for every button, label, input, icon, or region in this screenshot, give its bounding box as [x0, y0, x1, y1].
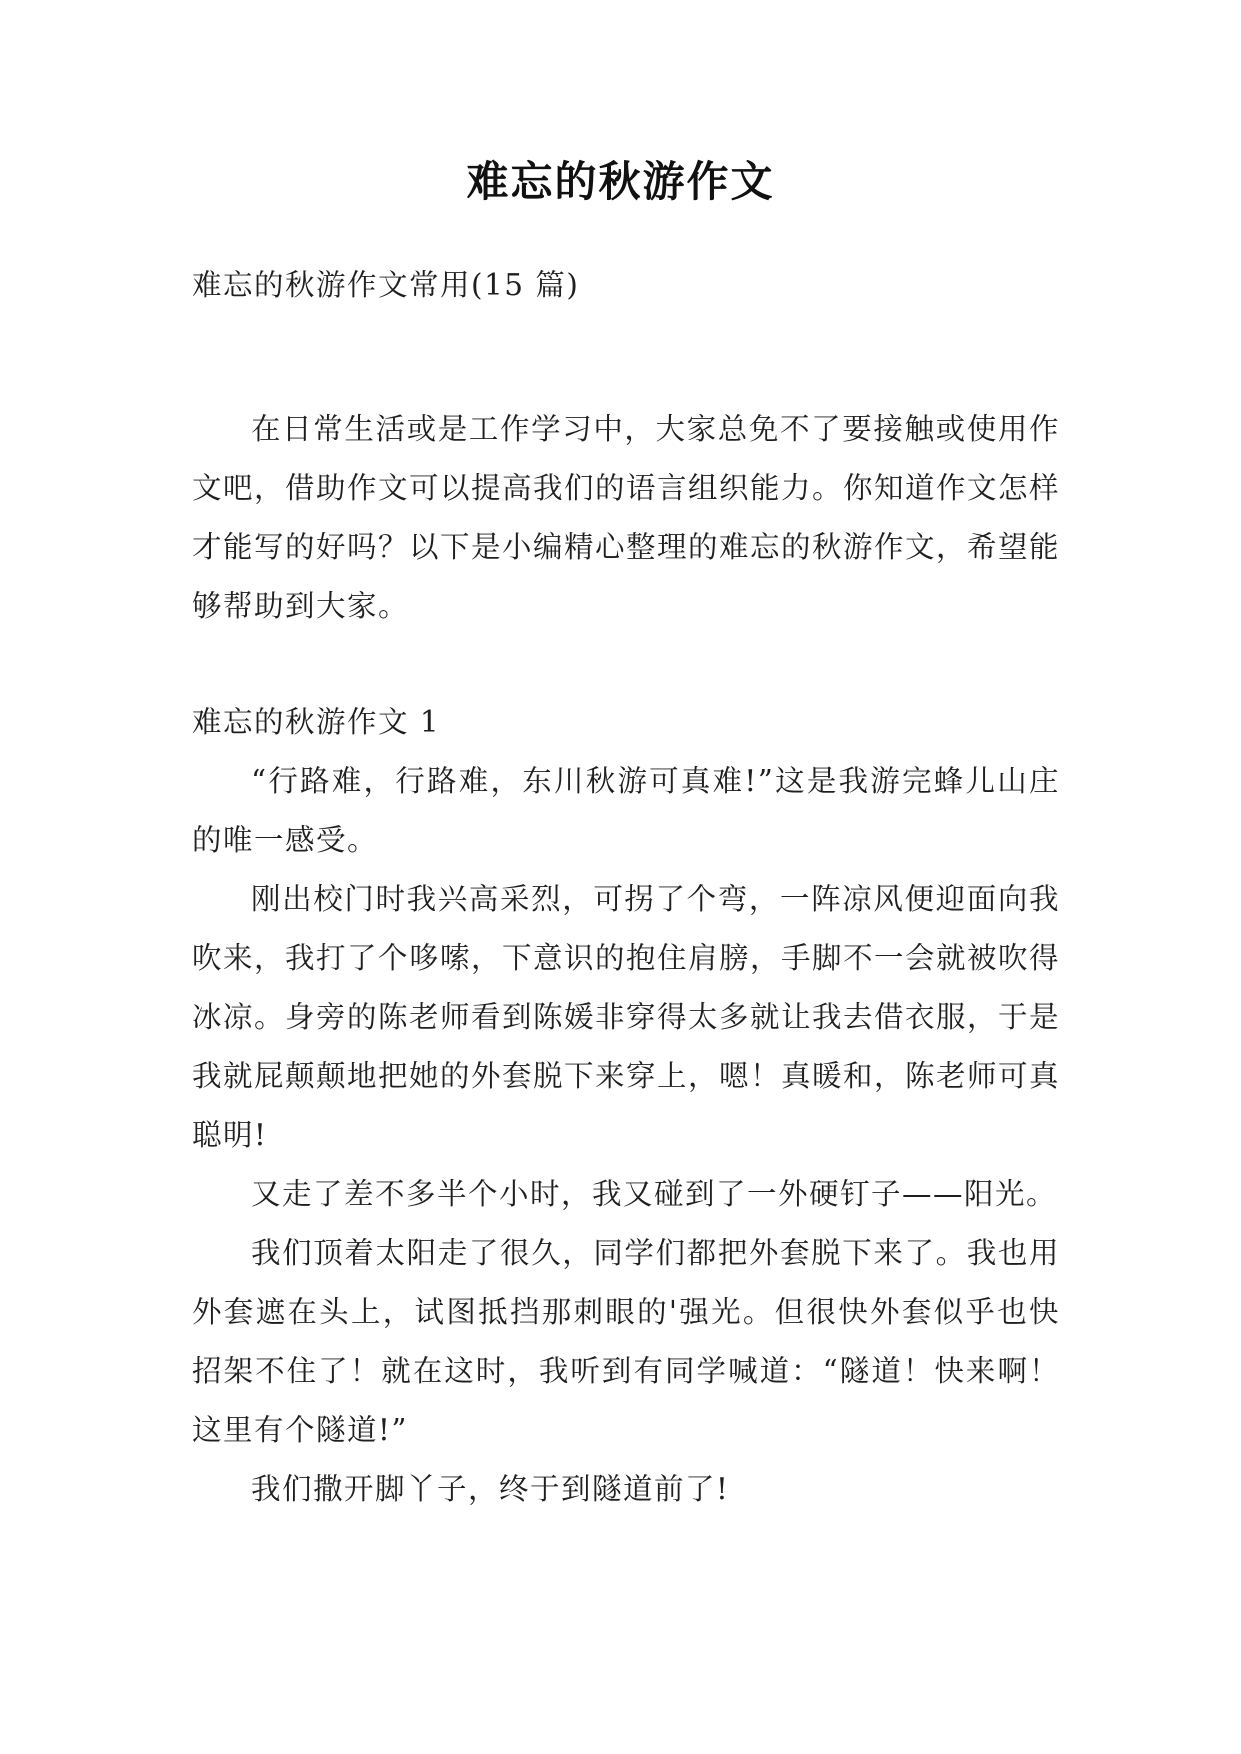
intro-paragraph: 在日常生活或是工作学习中，大家总免不了要接触或使用作文吧，借助作文可以提高我们的语言组织能力。你知道作文怎样才能写的好吗？以下是小编精心整理的难忘的秋游作文，希望能够帮助到大家。: [192, 412, 1061, 623]
essay-paragraph-5: 我们撒开脚丫子，终于到隧道前了!: [251, 1472, 730, 1506]
essay-paragraph-4: 我们顶着太阳走了很久，同学们都把外套脱下来了。我也用外套遮在头上，试图抵挡那刺眼的'强光。但很快外套似乎也快招架不住了！就在这时，我听到有同学喊道：“隧道！快来啊！这里有个隧道!”: [192, 1236, 1060, 1447]
essay-paragraph-1: “行路难，行路难，东川秋游可真难!”这是我游完蜂儿山庄的唯一感受。: [192, 764, 1060, 857]
essay-paragraph-2: 刚出校门时我兴高采烈，可拐了个弯，一阵凉风便迎面向我吹来，我打了个哆嗦，下意识的抱住肩膀，手脚不一会就被吹得冰凉。身旁的陈老师看到陈媛非穿得太多就让我去借衣服，于是我就屁颠颠地把她的外套脱下来穿上，嗯！真暖和，陈老师可真聪明!: [192, 882, 1061, 1152]
intro-section: [192, 400, 1060, 636]
essay-section: [192, 693, 1060, 1519]
document-subtitle: 难忘的秋游作文常用(15 篇): [192, 268, 580, 302]
essay-paragraph-3: 又走了差不多半个小时，我又碰到了一外硬钉子——阳光。: [251, 1177, 1058, 1211]
document-title: 难忘的秋游作文: [466, 157, 775, 206]
essay-heading: 难忘的秋游作文 1: [192, 705, 441, 739]
